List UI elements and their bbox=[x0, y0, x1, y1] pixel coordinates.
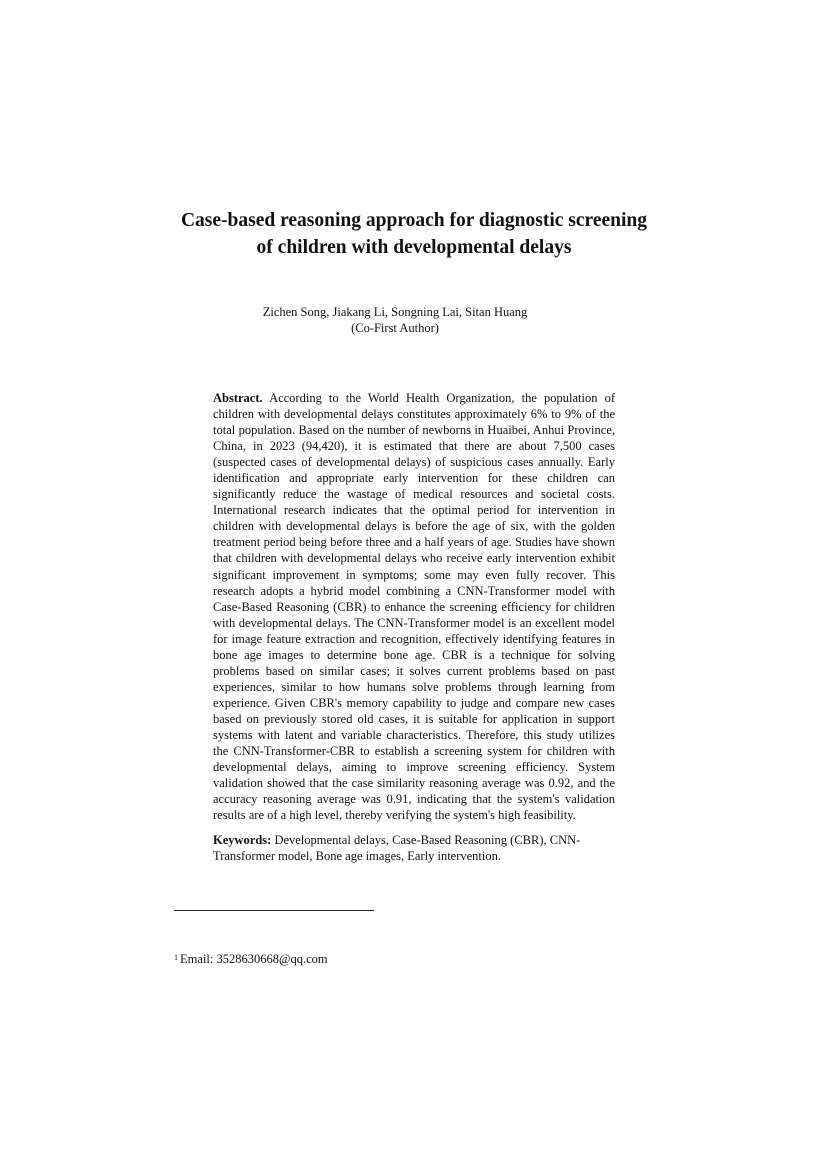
footnote-marker: 1 bbox=[174, 953, 178, 962]
footnote-email: Email: 3528630668@qq.com bbox=[180, 952, 328, 966]
keywords bbox=[213, 832, 615, 864]
author-note: (Co-First Author) bbox=[351, 321, 439, 335]
keywords-label: Keywords: bbox=[213, 833, 272, 847]
author-list: Zichen Song, Jiakang Li, Songning Lai, Sitan Huang bbox=[262, 305, 528, 319]
abstract-text: According to the World Health Organization, the population of children with developmental delays constitutes approximately 6% to 9% of the total population. Based on the number of newborns in Huaibei, Anhui Province, China, in 2023 (94,420), it is estimated that there are about 7,500 cases (suspected cases of developmental delays) of suspicious cases annually. Early identification and appropriate early intervention for these children can significantly reduce the wastage of medical resources and societal costs. International research indicates that the optimal period for intervention in children with developmental delays is before the age of six, with the golden treatment period being before three and a half years of age. Studies have shown that children with developmental delays who receive early intervention exhibit significant improvement in symptoms; some may even fully recover. This research adopts a hybrid model combining a CNN-Transformer model with Case-Based Reasoning (CBR) to enhance the screening efficiency for children with developmental delays. The CNN-Transformer model is an excellent model for image feature extraction and recognition, effectively identifying features in bone age images to determine bone age. CBR is a technique for solving problems based on similar cases; it solves current problems based on past experiences, similar to how humans solve problems through learning from experience. Given CBR's memory capability to judge and compare new cases based on previously stored old cases, it is suitable for application in support systems with latent and variable characteristics. Therefore, this study utilizes the CNN-Transformer-CBR to establish a screening system for children with developmental delays, aiming to improve screening efficiency. System validation showed that the case similarity reasoning average was 0.92, and the accuracy reasoning average was 0.91, indicating that the system's validation results are of a high level, thereby verifying the system's high feasibility. bbox=[213, 391, 615, 823]
footnote bbox=[174, 951, 328, 967]
paper-title bbox=[0, 207, 828, 261]
title-line-1: Case-based reasoning approach for diagnostic screening bbox=[180, 210, 648, 231]
author-block bbox=[0, 304, 790, 336]
title-line-2: of children with developmental delays bbox=[256, 237, 572, 258]
footnote-divider bbox=[174, 910, 374, 911]
keywords-text: Developmental delays, Case-Based Reasoning (CBR), CNN-Transformer model, Bone age images, Early intervention. bbox=[213, 833, 581, 863]
abstract-label: Abstract. bbox=[213, 391, 263, 405]
abstract bbox=[213, 390, 615, 823]
